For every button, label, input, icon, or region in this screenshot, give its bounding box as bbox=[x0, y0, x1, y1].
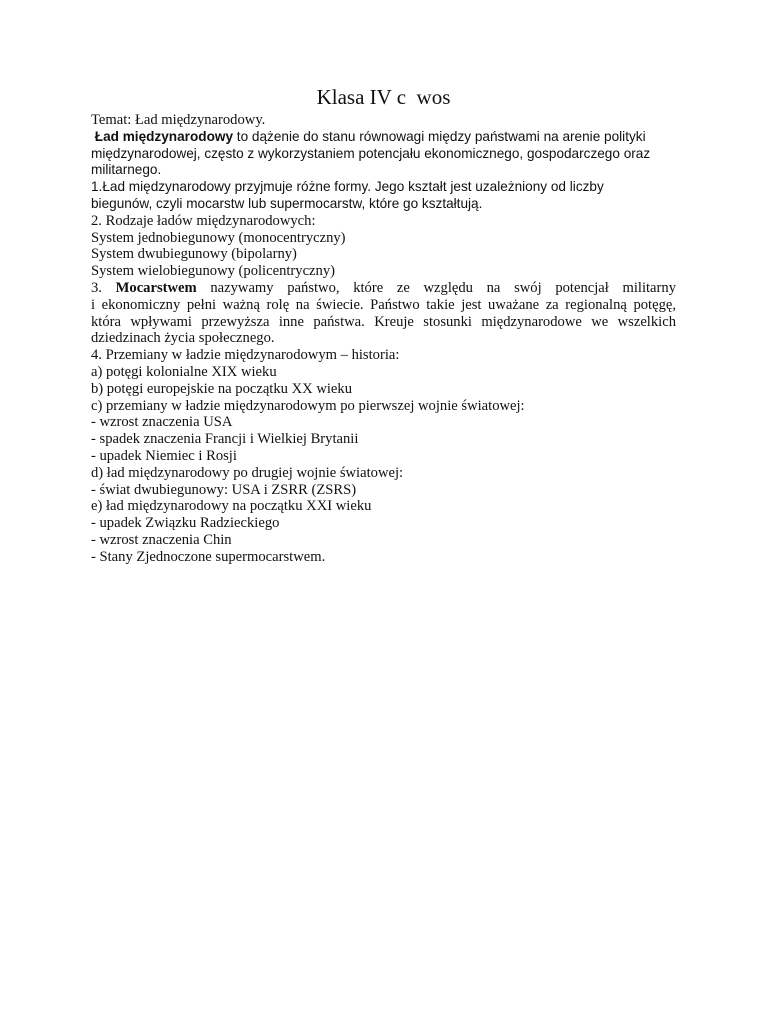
point-1-paragraph bbox=[91, 179, 676, 213]
point-3-line-3: która wpływami przewyższa inne państwa. Kreuje stosunki międzynarodowe we wszelkich bbox=[91, 313, 676, 330]
point-3-line-2: i ekonomiczny pełni ważną rolę na świecie. Państwo takie jest uważane za regionalną potęgę, bbox=[91, 296, 676, 313]
point-4-heading: 4. Przemiany w ładzie międzynarodowym – historia: bbox=[91, 347, 400, 364]
list-item: c) przemiany w ładzie międzynarodowym po pierwszej wojnie światowej: bbox=[91, 397, 525, 414]
point-3-prefix: 3. bbox=[91, 279, 116, 296]
document-title: Klasa IV c wos bbox=[316, 85, 451, 109]
list-item: - wzrost znaczenia Chin bbox=[91, 531, 232, 548]
point-1-line-2: biegunów, czyli mocarstw lub supermocarstw, które go kształtują. bbox=[91, 195, 483, 211]
point-1-line-1: 1.Ład międzynarodowy przyjmuje różne formy. Jego kształt jest uzależniony od liczby bbox=[91, 179, 604, 195]
definition-paragraph bbox=[91, 129, 676, 179]
list-item: - wzrost znaczenia USA bbox=[91, 414, 233, 431]
list-item: - Stany Zjednoczone supermocarstwem. bbox=[91, 548, 326, 565]
list-item: System wielobiegunowy (policentryczny) bbox=[91, 263, 335, 280]
point-3-line-1-rest: nazywamy państwo, które ze względu na swój potencjał militarny bbox=[196, 279, 676, 296]
list-item: System dwubiegunowy (bipolarny) bbox=[91, 246, 297, 263]
definition-line-3: militarnego. bbox=[91, 162, 162, 178]
definition-line-1-rest: to dążenie do stanu równowagi między państwami na arenie polityki bbox=[233, 128, 646, 144]
list-item: - świat dwubiegunowy: USA i ZSRR (ZSRS) bbox=[91, 481, 357, 498]
definition-line-1 bbox=[91, 129, 676, 146]
point-3-paragraph bbox=[91, 280, 676, 347]
list-item: - spadek znaczenia Francji i Wielkiej Brytanii bbox=[91, 431, 359, 448]
point-2-heading: 2. Rodzaje ładów międzynarodowych: bbox=[91, 212, 316, 229]
point-3-term: Mocarstwem bbox=[115, 279, 197, 296]
point-3-line-1 bbox=[91, 280, 676, 297]
list-item: b) potęgi europejskie na początku XX wieku bbox=[91, 380, 352, 397]
definition-line-2: międzynarodowej, często z wykorzystaniem potencjału ekonomicznego, gospodarczego oraz bbox=[91, 145, 651, 161]
list-item: a) potęgi kolonialne XIX wieku bbox=[91, 363, 277, 380]
topic-line: Temat: Ład międzynarodowy. bbox=[91, 112, 266, 128]
list-item: d) ład międzynarodowy po drugiej wojnie światowej: bbox=[91, 464, 404, 481]
list-item: - upadek Niemiec i Rosji bbox=[91, 447, 237, 464]
document-page bbox=[91, 84, 676, 566]
list-item: e) ład międzynarodowy na początku XXI wieku bbox=[91, 498, 372, 515]
definition-term: Ład międzynarodowy bbox=[94, 128, 234, 144]
list-item: System jednobiegunowy (monocentryczny) bbox=[91, 229, 346, 246]
point-3-line-4: dziedzinach życia społecznego. bbox=[91, 330, 275, 347]
list-item: - upadek Związku Radzieckiego bbox=[91, 515, 280, 532]
